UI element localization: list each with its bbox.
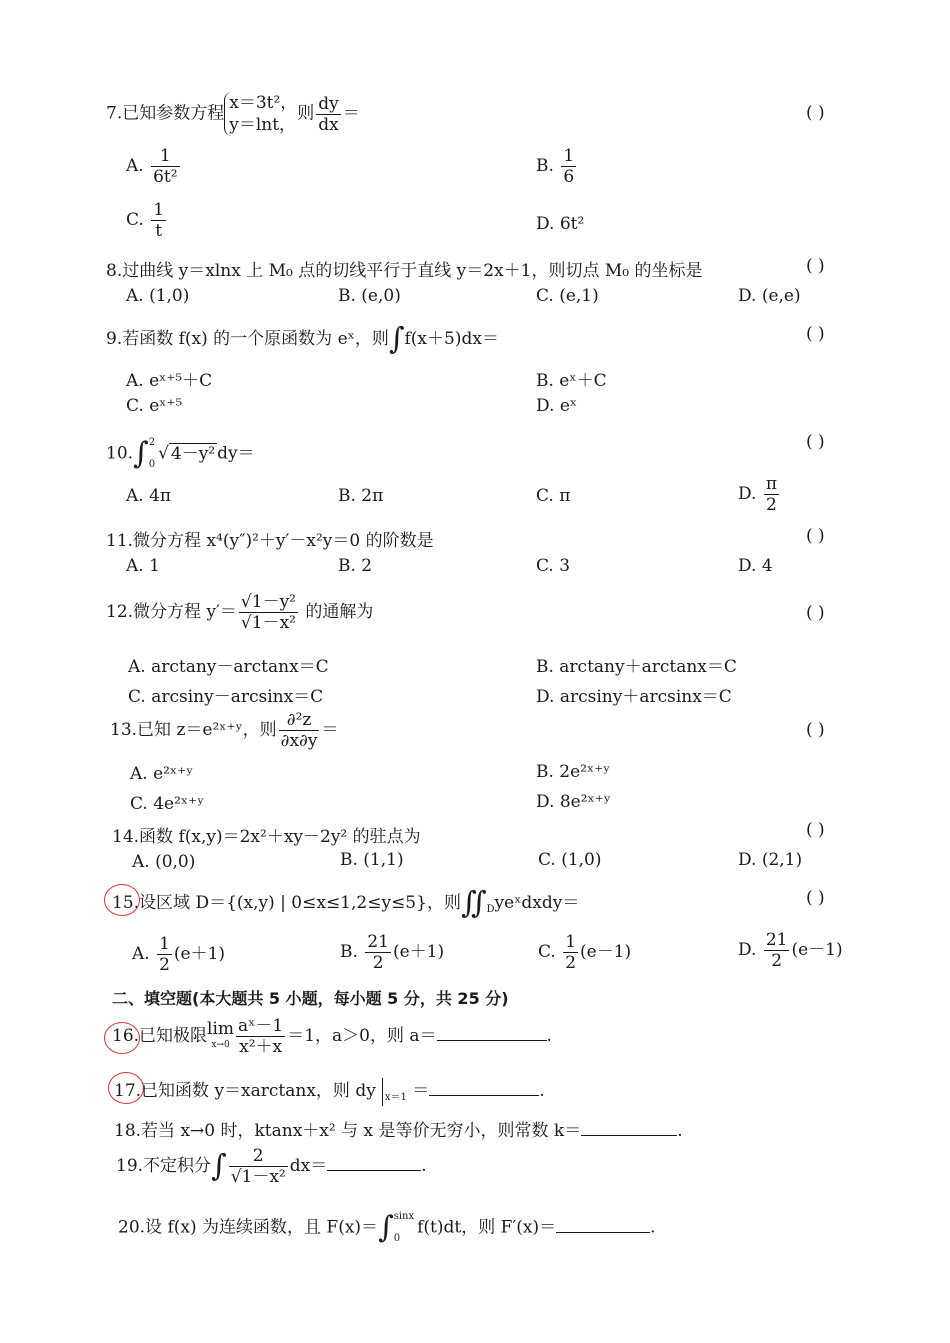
denominator: x²＋x <box>236 1036 285 1057</box>
option-fraction <box>764 474 779 515</box>
question-17 <box>114 1076 545 1106</box>
option-label: A. <box>132 944 150 964</box>
section-heading: 二、填空题(本大题共 5 小题，每小题 5 分，共 25 分) <box>112 989 509 1008</box>
option-text: (e＋1) <box>392 942 445 962</box>
option-a: A. arctany－arctanx＝C <box>128 657 329 677</box>
question-7 <box>106 92 360 136</box>
q-number: 20. <box>118 1217 146 1238</box>
q-number: 7. <box>106 103 123 124</box>
numerator: 1 <box>565 932 577 952</box>
numerator: √1－y² <box>240 592 296 612</box>
q-text: . <box>650 1217 656 1238</box>
q-text: 已知 z＝e²ˣ⁺ʸ，则 <box>137 720 277 740</box>
option-text: (e－1) <box>580 942 632 962</box>
denominator: √1－x² <box>239 612 298 633</box>
answer-blank[interactable] <box>327 1156 421 1171</box>
q-number: 9. <box>106 329 123 349</box>
question-11 <box>106 526 434 551</box>
double-integral-sign: ∬ <box>460 885 487 921</box>
option-c: C. (1,0) <box>538 850 602 870</box>
option-label: A. <box>126 156 144 176</box>
question-20 <box>118 1206 656 1250</box>
q-text: 微分方程 x⁴(y″)²＋y′－x²y＝0 的阶数是 <box>133 531 434 551</box>
option-a: A. e²ˣ⁺ʸ <box>130 764 194 784</box>
option-d: D. arcsiny＋arcsinx＝C <box>536 687 732 707</box>
answer-blank[interactable] <box>429 1081 539 1096</box>
system-line-2: y＝lnt， <box>229 115 297 135</box>
q-text: f(x＋5)dx＝ <box>404 329 499 349</box>
q-number: 8. <box>106 261 123 281</box>
q-number: 10. <box>106 443 134 464</box>
question-19 <box>116 1146 427 1187</box>
option-d: D. eˣ <box>536 396 578 416</box>
integrand-fraction <box>229 1146 288 1187</box>
answer-parentheses: ( ) <box>806 324 825 344</box>
q-number: 17. <box>114 1081 142 1101</box>
option-label: C. <box>538 942 556 962</box>
numerator: 1 <box>153 200 165 220</box>
denominator: 2 <box>764 950 790 971</box>
q-text: . <box>677 1121 683 1141</box>
option-c: C. arcsiny－arcsinx＝C <box>128 687 324 707</box>
q-text: ＝ <box>412 1081 430 1101</box>
q-number: 16. <box>112 1026 140 1046</box>
denominator: 6 <box>563 167 575 187</box>
q-number: 13. <box>110 720 138 740</box>
denominator: 2 <box>159 955 170 975</box>
q-text: 的通解为 <box>305 602 374 622</box>
limit-fraction <box>236 1016 285 1057</box>
answer-parentheses: ( ) <box>806 820 825 840</box>
option-c: C. eˣ⁺⁵ <box>126 396 183 416</box>
option-d <box>738 930 843 971</box>
numerator: 21 <box>765 930 788 950</box>
denominator: √1－x² <box>230 1167 286 1187</box>
q-text: . <box>421 1156 427 1176</box>
option-a: A. eˣ⁺⁵＋C <box>126 371 213 391</box>
q-number: 19. <box>116 1156 144 1176</box>
q-text: dy＝ <box>217 443 255 464</box>
option-b: B. (1,1) <box>340 850 404 870</box>
system-line-1: x＝3t²， <box>229 93 298 113</box>
option-c: C. (e,1) <box>536 286 599 306</box>
option-b: B. eˣ＋C <box>536 371 607 391</box>
option-fraction <box>365 932 391 973</box>
q-text: 则 <box>297 103 315 124</box>
option-d: D. 6t² <box>536 214 585 234</box>
numerator: 2 <box>252 1146 264 1166</box>
answer-parentheses: ( ) <box>806 888 825 908</box>
option-fraction <box>151 200 166 241</box>
q-text: 若函数 f(x) 的一个原函数为 eˣ，则 <box>122 329 389 349</box>
q-text: ＝ <box>342 103 360 124</box>
option-c <box>126 200 168 241</box>
evaluation-point: x＝1 <box>384 1092 407 1103</box>
answer-parentheses: ( ) <box>806 603 825 623</box>
q-number: 15. <box>112 893 140 913</box>
upper-limit: sinx <box>393 1211 415 1222</box>
answer-parentheses: ( ) <box>806 103 825 123</box>
q-text: 已知参数方程 <box>122 103 225 124</box>
lower-limit: 0 <box>393 1233 401 1244</box>
q-text: . <box>546 1026 552 1046</box>
option-fraction <box>561 146 576 187</box>
option-b: B. arctany＋arctanx＝C <box>536 657 737 677</box>
option-label: D. <box>738 940 757 960</box>
question-13 <box>110 710 338 751</box>
numerator: dy <box>318 93 339 114</box>
question-18 <box>114 1116 683 1141</box>
option-fraction <box>563 932 578 973</box>
option-d <box>738 474 781 515</box>
q-number: 11. <box>106 531 134 551</box>
limit-subscript: x→0 <box>211 1039 230 1050</box>
option-d: D. 4 <box>738 556 773 576</box>
option-label: B. <box>340 942 358 962</box>
question-9 <box>106 321 499 357</box>
option-a: A. 1 <box>126 556 160 576</box>
q-text: f(t)dt，则 F′(x)＝ <box>417 1217 557 1238</box>
upper-limit: 2 <box>148 437 156 448</box>
denominator: 2 <box>565 953 577 973</box>
q-text: dx＝ <box>289 1156 328 1176</box>
q-text: 已知函数 y＝xarctanx，则 dy <box>141 1081 376 1101</box>
numerator: π <box>765 474 778 494</box>
option-a: A. (0,0) <box>132 852 196 872</box>
option-b <box>536 146 578 187</box>
option-c: C. 4e²ˣ⁺ʸ <box>130 794 205 814</box>
denominator: t <box>151 220 166 241</box>
option-c: C. π <box>536 486 571 506</box>
lower-limit: 0 <box>148 459 156 470</box>
q-text: 微分方程 y′＝ <box>133 602 237 622</box>
option-b <box>340 932 444 973</box>
q-text: 函数 f(x,y)＝2x²＋xy－2y² 的驻点为 <box>139 827 421 847</box>
partial-fraction <box>279 710 320 751</box>
answer-parentheses: ( ) <box>806 526 825 546</box>
region-label: D <box>486 904 495 915</box>
question-14 <box>112 822 421 847</box>
option-d: D. 8e²ˣ⁺ʸ <box>536 792 611 812</box>
q-text: ＝1，a＞0，则 a＝ <box>287 1026 437 1046</box>
option-a: A. (1,0) <box>126 286 190 306</box>
numerator: 1 <box>563 146 575 166</box>
option-label: D. <box>738 484 757 504</box>
q-number: 18. <box>114 1121 142 1141</box>
q-text: . <box>539 1081 545 1101</box>
option-a: A. 4π <box>126 486 172 506</box>
integral-sign: ∫ <box>378 1210 394 1245</box>
integral-sign: ∫ <box>133 436 149 471</box>
radicand: 4－y² <box>170 443 216 464</box>
option-d: D. (e,e) <box>738 286 801 306</box>
option-label: C. <box>126 210 144 230</box>
question-8 <box>106 256 703 281</box>
option-a <box>126 146 182 187</box>
question-10: 10.∫ 2 0 √ 4－y² dy＝ <box>106 432 255 476</box>
option-c: C. 3 <box>536 556 571 576</box>
numerator: 1 <box>159 934 170 954</box>
answer-parentheses: ( ) <box>806 720 825 740</box>
q-number: 14. <box>112 827 140 847</box>
limit-operator: lim <box>207 1018 235 1039</box>
option-fraction <box>151 146 179 187</box>
q-text: 不定积分 <box>143 1156 212 1176</box>
denominator: ∂x∂y <box>280 731 318 751</box>
integral-sign: ∫ <box>211 1148 227 1184</box>
option-a <box>132 934 225 975</box>
answer-blank[interactable] <box>556 1218 650 1233</box>
option-c <box>538 932 631 973</box>
answer-blank[interactable] <box>581 1121 677 1136</box>
option-text: (e＋1) <box>173 944 226 964</box>
q-text: 已知极限 <box>139 1026 208 1046</box>
param-system <box>224 92 297 136</box>
answer-parentheses: ( ) <box>806 256 825 276</box>
question-15 <box>112 885 580 921</box>
option-b: B. 2e²ˣ⁺ʸ <box>536 762 611 782</box>
answer-parentheses: ( ) <box>806 432 825 452</box>
denominator: dx <box>316 114 341 135</box>
numerator: 1 <box>159 146 171 166</box>
q-text: 设区域 D＝{(x,y) | 0≤x≤1,2≤y≤5}，则 <box>139 893 461 913</box>
q-text: 若当 x→0 时，ktanx＋x² 与 x 是等价无穷小，则常数 k＝ <box>141 1121 582 1141</box>
denominator: 6t² <box>153 167 178 187</box>
ode-fraction <box>239 592 298 633</box>
derivative-fraction <box>316 94 341 135</box>
numerator: ∂²z <box>286 710 312 730</box>
option-b: B. (e,0) <box>338 286 401 306</box>
option-b: B. 2 <box>338 556 373 576</box>
numerator: aˣ－1 <box>238 1016 284 1036</box>
q-text: ＝ <box>321 720 339 740</box>
integral-sign: ∫ <box>388 321 405 357</box>
option-fraction <box>157 934 172 975</box>
option-d: D. (2,1) <box>738 850 803 870</box>
q-text: yeˣdxdy＝ <box>494 893 580 913</box>
numerator: 21 <box>367 932 389 952</box>
q-number: 12. <box>106 602 134 622</box>
answer-blank[interactable] <box>437 1026 547 1041</box>
option-label: B. <box>536 156 554 176</box>
question-16 <box>112 1016 552 1057</box>
q-text: 设 f(x) 为连续函数，且 F(x)＝ <box>145 1217 379 1238</box>
option-fraction <box>764 930 790 971</box>
option-b: B. 2π <box>338 486 384 506</box>
option-text: (e－1) <box>791 940 843 960</box>
denominator: 2 <box>365 952 391 973</box>
denominator: 2 <box>764 494 779 515</box>
q-text: 过曲线 y＝xlnx 上 M₀ 点的切线平行于直线 y＝2x＋1，则切点 M₀ 的坐标是 <box>122 261 703 281</box>
question-12 <box>106 592 373 633</box>
